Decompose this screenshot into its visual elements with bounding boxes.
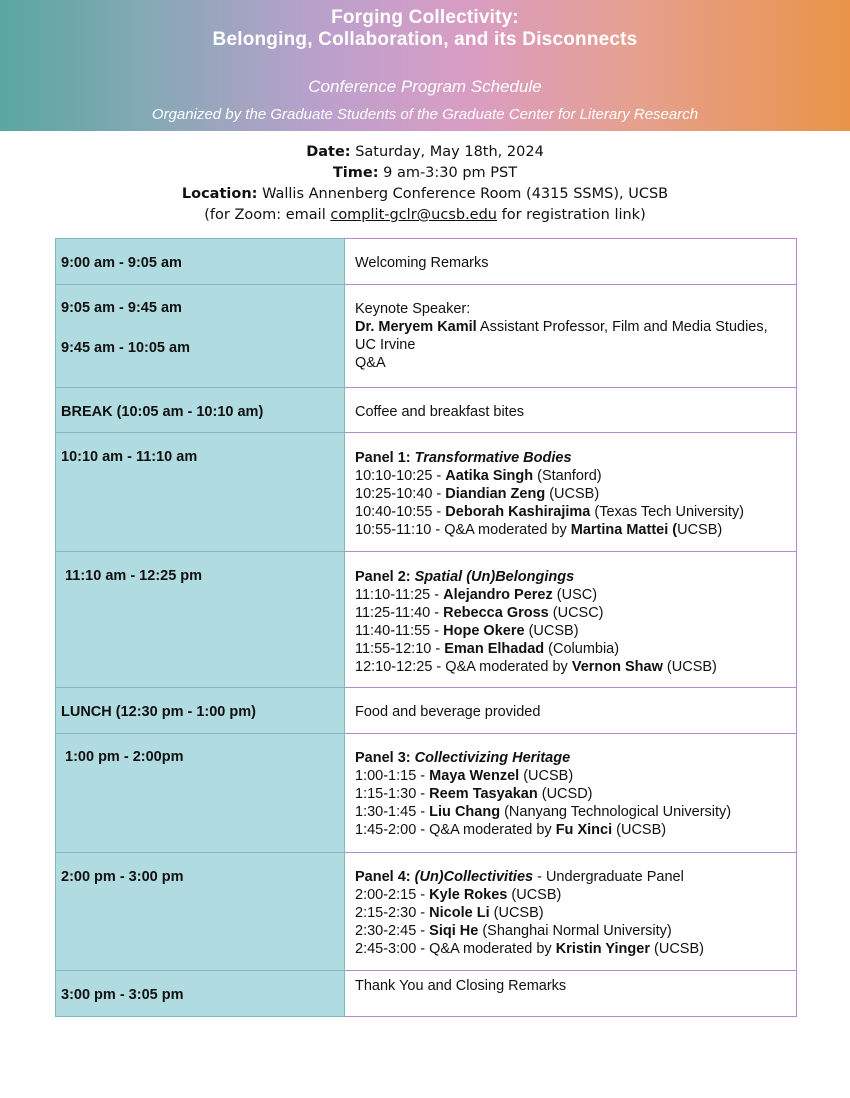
- slot-text: 10:40-10:55 -: [355, 504, 446, 520]
- desc-text: Food and beverage provided: [355, 704, 541, 720]
- moderator-affiliation: (UCSB): [649, 941, 704, 957]
- moderator-affiliation: (UCSB): [662, 659, 717, 675]
- slot-text: 11:55-12:10 -: [355, 641, 445, 657]
- table-row: [56, 853, 797, 971]
- table-row: [56, 433, 797, 552]
- table-row: [56, 285, 797, 388]
- panel-label: Panel 3:: [355, 750, 415, 766]
- desc-text: Thank You and Closing Remarks: [355, 978, 567, 994]
- presenter-affiliation: (Nanyang Technological University): [500, 804, 732, 820]
- time-text: 1:00 pm - 2:00pm: [61, 749, 184, 765]
- time-cell: [56, 734, 345, 853]
- presenter-name: Hope Okere: [443, 623, 525, 639]
- slot-text: 2:30-2:45 -: [355, 923, 430, 939]
- slot-text: 2:15-2:30 -: [355, 905, 430, 921]
- moderator-name: Vernon Shaw: [571, 659, 663, 675]
- qa-text: Q&A: [355, 355, 386, 371]
- presenter-name: Aatika Singh: [445, 468, 534, 484]
- list-item: [355, 767, 791, 785]
- panel-label: Panel 2:: [355, 569, 415, 585]
- slot-text: 1:15-1:30 -: [355, 786, 430, 802]
- location-label: Location:: [181, 186, 258, 202]
- presenter-affiliation: (Shanghai Normal University): [478, 923, 672, 939]
- time-label: Time:: [332, 165, 379, 181]
- panel-title: Collectivizing Heritage: [414, 750, 571, 766]
- keynote-speaker-line: [355, 318, 791, 354]
- time-text: 2:00 pm - 3:00 pm: [61, 869, 184, 885]
- slot-text: 10:55-11:10 - Q&A moderated by: [355, 522, 571, 538]
- presenter-name: Maya Wenzel: [429, 768, 520, 784]
- slot-text: 1:45-2:00 - Q&A moderated by: [355, 822, 556, 838]
- panel-title-line: [355, 568, 791, 586]
- time-cell: [56, 285, 345, 388]
- list-item: [355, 940, 791, 958]
- presenter-affiliation: (UCSC): [548, 605, 604, 621]
- desc-text: Welcoming Remarks: [355, 255, 489, 271]
- desc-cell: [345, 971, 797, 1017]
- panel-1-block: [350, 433, 796, 545]
- time-value: 9 am-3:30 pm PST: [378, 165, 518, 181]
- presenter-name: Kyle Rokes: [429, 887, 508, 903]
- list-item: [355, 503, 791, 521]
- list-item: [355, 821, 791, 839]
- panel-label: Panel 1:: [355, 450, 415, 466]
- slot-text: 11:40-11:55 -: [355, 623, 444, 639]
- keynote-block: [350, 285, 796, 378]
- slot-text: 11:25-11:40 -: [355, 605, 444, 621]
- title-line-1: Forging Collectivity:: [331, 7, 519, 28]
- list-item: [355, 485, 791, 503]
- panel-title: Transformative Bodies: [414, 450, 572, 466]
- location-value: Wallis Annenberg Conference Room (4315 SSMS), UCSB: [257, 186, 669, 202]
- presenter-name: Diandian Zeng: [445, 486, 546, 502]
- time-cell: [56, 971, 345, 1017]
- presenter-name: Siqi He: [429, 923, 479, 939]
- subtitle: Conference Program Schedule: [308, 77, 542, 96]
- presenter-affiliation: (UCSB): [489, 905, 544, 921]
- slot-text: 10:10-10:25 -: [355, 468, 446, 484]
- list-item: [355, 658, 791, 676]
- table-row: [56, 552, 797, 688]
- presenter-affiliation: (Stanford): [533, 468, 602, 484]
- moderator-name: Martina Mattei (: [570, 522, 678, 538]
- presenter-affiliation: (UCSB): [524, 623, 579, 639]
- panel-title: Spatial (Un)Belongings: [414, 569, 575, 585]
- desc-cell: [345, 285, 797, 388]
- presenter-affiliation: (UCSD): [537, 786, 593, 802]
- zoom-email-link[interactable]: complit-gclr@ucsb.edu: [330, 207, 498, 223]
- panel-title: (Un)Collectivities: [414, 869, 534, 885]
- panel-subtitle: - Undergraduate Panel: [533, 869, 684, 885]
- time-text: 11:10 am - 12:25 pm: [61, 568, 203, 584]
- list-item: [355, 622, 791, 640]
- title-line-2: Belonging, Collaboration, and its Disconnects: [212, 29, 638, 50]
- panel-2-block: [350, 552, 796, 682]
- time-cell: [56, 239, 345, 285]
- slot-text: 1:00-1:15 -: [355, 768, 430, 784]
- moderator-name: Kristin Yinger: [555, 941, 650, 957]
- time-text: 3:00 pm - 3:05 pm: [61, 987, 184, 1003]
- panel-3-block: [350, 734, 796, 845]
- list-item: [355, 467, 791, 485]
- presenter-name: Eman Elhadad: [444, 641, 545, 657]
- zoom-prefix: (for Zoom: email: [204, 207, 331, 223]
- desc-cell: [345, 853, 797, 971]
- list-item: [355, 785, 791, 803]
- time-text: 9:05 am - 9:45 am: [61, 300, 182, 316]
- list-item: [355, 886, 791, 904]
- presenter-name: Rebecca Gross: [443, 605, 549, 621]
- slot-text: 10:25-10:40 -: [355, 486, 446, 502]
- table-row: [56, 388, 797, 433]
- list-item: [355, 640, 791, 658]
- presenter-name: Nicole Li: [429, 905, 490, 921]
- keynote-label: Keynote Speaker:: [355, 301, 471, 317]
- desc-cell: [345, 433, 797, 552]
- panel-title-line: [355, 749, 791, 767]
- slot-text: 2:00-2:15 -: [355, 887, 430, 903]
- presenter-affiliation: (Columbia): [544, 641, 620, 657]
- time-text: BREAK (10:05 am - 10:10 am): [61, 404, 264, 420]
- schedule-table: [55, 238, 797, 1017]
- event-info: [0, 142, 850, 226]
- list-item: [355, 521, 791, 539]
- panel-title-line: [355, 449, 791, 467]
- time-text: 9:00 am - 9:05 am: [61, 255, 182, 271]
- list-item: [355, 586, 791, 604]
- moderator-affiliation: UCSB): [677, 522, 723, 538]
- desc-text: Coffee and breakfast bites: [355, 404, 525, 420]
- time-text: LUNCH (12:30 pm - 1:00 pm): [61, 704, 256, 720]
- presenter-name: Deborah Kashirajima: [445, 504, 591, 520]
- slot-text: 11:10-11:25 -: [355, 587, 444, 603]
- slot-text: 2:45-3:00 - Q&A moderated by: [355, 941, 556, 957]
- desc-cell: [345, 239, 797, 285]
- table-row: [56, 239, 797, 285]
- desc-cell: [345, 552, 797, 688]
- date-value: Saturday, May 18th, 2024: [350, 144, 544, 160]
- desc-cell: [345, 388, 797, 433]
- list-item: [355, 922, 791, 940]
- time-cell: [56, 433, 345, 552]
- presenter-name: Alejandro Perez: [443, 587, 553, 603]
- desc-cell: [345, 734, 797, 853]
- presenter-affiliation: (UCSB): [507, 887, 562, 903]
- slot-text: 1:30-1:45 -: [355, 804, 430, 820]
- moderator-affiliation: (UCSB): [612, 822, 667, 838]
- moderator-name: Fu Xinci: [555, 822, 613, 838]
- panel-4-block: [350, 853, 796, 964]
- time-text: 10:10 am - 11:10 am: [61, 449, 198, 465]
- time-cell: [56, 688, 345, 734]
- table-row: [56, 734, 797, 853]
- presenter-affiliation: (Texas Tech University): [590, 504, 744, 520]
- zoom-line: [0, 205, 850, 226]
- presenter-affiliation: (UCSB): [545, 486, 600, 502]
- time-cell: [56, 853, 345, 971]
- presenter-affiliation: (UCSB): [519, 768, 574, 784]
- presenter-name: Liu Chang: [429, 804, 501, 820]
- list-item: [355, 604, 791, 622]
- location-line: [0, 184, 850, 205]
- table-row: [56, 971, 797, 1017]
- list-item: [355, 803, 791, 821]
- date-line: [0, 142, 850, 163]
- table-row: [56, 688, 797, 734]
- desc-cell: [345, 688, 797, 734]
- speaker-affiliation: Assistant Professor, Film and Media Studies, UC Irvine: [355, 319, 768, 353]
- time-line: [0, 163, 850, 184]
- presenter-name: Reem Tasyakan: [429, 786, 538, 802]
- list-item: [355, 904, 791, 922]
- presenter-affiliation: (USC): [552, 587, 598, 603]
- time-text: 9:45 am - 10:05 am: [61, 340, 190, 356]
- speaker-name: Dr. Meryem Kamil: [355, 319, 477, 335]
- zoom-suffix: for registration link): [497, 207, 646, 223]
- panel-title-line: [355, 868, 791, 886]
- date-label: Date:: [306, 144, 351, 160]
- time-cell: [56, 552, 345, 688]
- panel-label: Panel 4:: [355, 869, 415, 885]
- organizer-line: Organized by the Graduate Students of the Graduate Center for Literary Research: [151, 106, 699, 123]
- time-cell: [56, 388, 345, 433]
- header-banner: [0, 0, 850, 131]
- slot-text: 12:10-12:25 - Q&A moderated by: [355, 659, 572, 675]
